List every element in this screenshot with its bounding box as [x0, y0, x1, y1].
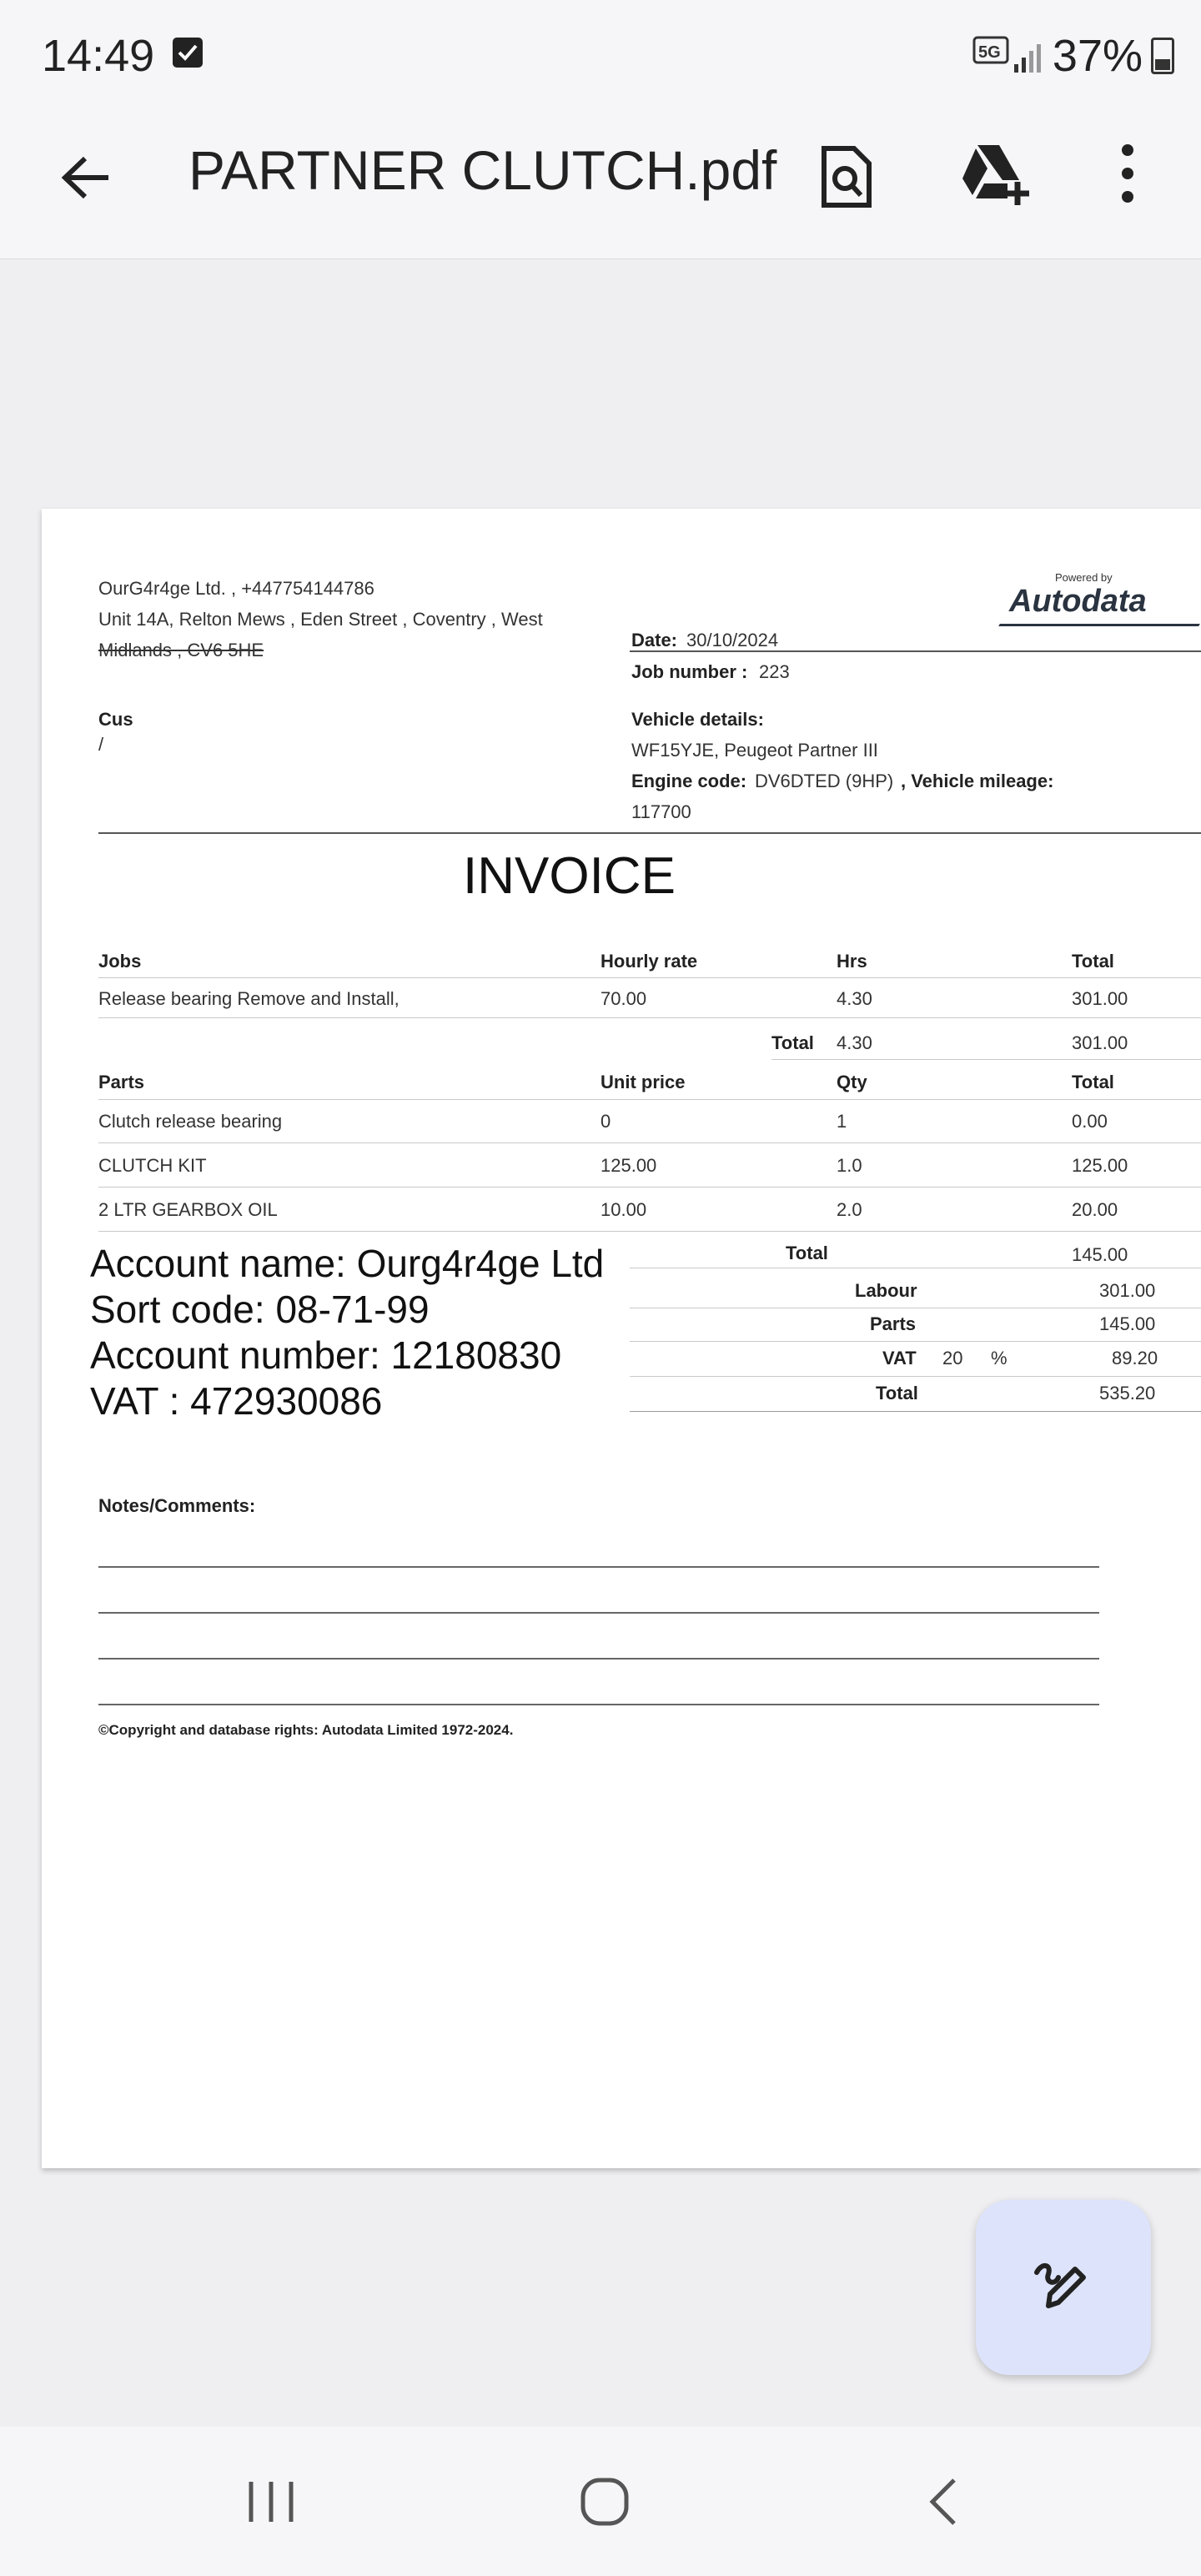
drive-add-icon[interactable]	[959, 140, 1034, 207]
account-name: Account name: Ourg4r4ge Ltd	[90, 1242, 605, 1285]
notes-line	[98, 1566, 1099, 1568]
notes-line	[98, 1612, 1099, 1614]
back-arrow-icon[interactable]	[57, 148, 115, 207]
logo-underline	[998, 624, 1200, 626]
summary-parts-label: Parts	[870, 1313, 917, 1334]
date-value: 30/10/2024	[686, 630, 779, 650]
sort-code: Sort code: 08-71-99	[90, 1288, 430, 1331]
part-unit-price: 0	[600, 1111, 611, 1132]
summary-total-value: 535.20	[1099, 1383, 1156, 1403]
row-rule	[98, 1142, 1201, 1143]
status-indicators	[972, 30, 1174, 82]
job-number-value: 223	[759, 661, 790, 682]
part-name: CLUTCH KIT	[98, 1155, 207, 1176]
jobs-total-hrs: 4.30	[837, 1032, 872, 1053]
status-time: 14:49	[42, 31, 155, 81]
part-unit-price: 125.00	[600, 1155, 657, 1176]
pdf-page	[42, 509, 1201, 2168]
garage-line-3: Midlands , CV6 5HE	[98, 640, 264, 660]
vehicle-label: Vehicle details:	[631, 709, 764, 730]
nav-back-icon[interactable]	[926, 2477, 959, 2527]
hrs-header: Hrs	[837, 951, 867, 972]
mileage-value: 117700	[631, 801, 691, 822]
row-rule	[98, 1231, 1201, 1232]
vehicle-value: WF15YJE, Peugeot Partner III	[631, 740, 878, 761]
edit-fab-button[interactable]	[976, 2200, 1151, 2375]
engine-label: Engine code:	[631, 771, 747, 791]
edit-pen-icon	[1030, 2254, 1097, 2321]
job-description: Release bearing Remove and Install,	[98, 988, 399, 1009]
engine-value: DV6DTED (9HP)	[755, 771, 894, 791]
account-number: Account number: 12180830	[90, 1333, 562, 1377]
document-title: PARTNER CLUTCH.pdf	[188, 139, 777, 201]
system-nav-bar	[0, 2427, 1201, 2576]
garage-line-1: OurG4r4ge Ltd. , +447754144786	[98, 578, 374, 599]
part-unit-price: 10.00	[600, 1199, 647, 1220]
jobs-total-value: 301.00	[1072, 1032, 1128, 1053]
hourly-rate-header: Hourly rate	[600, 951, 698, 972]
parts-total-header: Total	[1072, 1072, 1114, 1092]
network-5g-icon	[972, 36, 1044, 76]
logo-powered-by: Powered by	[1055, 571, 1113, 584]
section-rule	[98, 832, 1201, 834]
checkbox-notification-icon	[173, 38, 203, 68]
row-rule	[630, 1411, 1201, 1412]
summary-total-label: Total	[876, 1383, 918, 1403]
part-name: 2 LTR GEARBOX OIL	[98, 1199, 278, 1220]
more-vert-icon[interactable]	[1118, 142, 1138, 205]
row-rule	[98, 977, 1201, 978]
customer-mark: /	[98, 734, 104, 755]
job-total: 301.00	[1072, 988, 1128, 1009]
job-hrs: 4.30	[837, 988, 872, 1009]
notes-label: Notes/Comments:	[98, 1495, 256, 1516]
part-qty: 1.0	[837, 1155, 862, 1176]
vat-number: VAT : 472930086	[90, 1379, 383, 1423]
row-rule	[98, 1187, 1201, 1188]
summary-vat-percent: %	[991, 1348, 1008, 1368]
battery-percent: 37%	[1052, 31, 1143, 81]
parts-total-value: 145.00	[1072, 1244, 1128, 1265]
part-qty: 2.0	[837, 1199, 862, 1220]
part-total: 125.00	[1072, 1155, 1128, 1176]
unit-price-header: Unit price	[600, 1072, 686, 1092]
search-document-icon[interactable]	[817, 143, 876, 210]
summary-vat-value: 89.20	[1112, 1348, 1158, 1368]
summary-labour-value: 301.00	[1099, 1280, 1156, 1301]
jobs-total-label: Total	[771, 1032, 814, 1053]
summary-parts-value: 145.00	[1099, 1313, 1156, 1334]
copyright-text: ©Copyright and database rights: Autodata Limited 1972-2024.	[98, 1722, 514, 1738]
customer-label: Cus	[98, 709, 133, 730]
autodata-logo: Autodata	[1009, 584, 1147, 619]
part-qty: 1	[837, 1111, 847, 1132]
invoice-heading: INVOICE	[463, 847, 676, 905]
row-rule	[630, 1341, 1201, 1342]
row-rule	[98, 1099, 1201, 1100]
app-bar	[0, 108, 1201, 259]
jobs-header: Jobs	[98, 951, 142, 972]
parts-total-label: Total	[786, 1243, 828, 1263]
row-rule	[630, 1376, 1201, 1377]
qty-header: Qty	[837, 1072, 867, 1092]
jobs-total-header: Total	[1072, 951, 1114, 972]
part-total: 0.00	[1072, 1111, 1108, 1132]
row-rule	[98, 1017, 1201, 1018]
mileage-label: , Vehicle mileage:	[901, 771, 1054, 791]
notes-line	[98, 1704, 1099, 1705]
notes-line	[98, 1658, 1099, 1660]
part-name: Clutch release bearing	[98, 1111, 283, 1132]
status-bar	[0, 0, 1201, 108]
summary-vat-label: VAT	[882, 1348, 917, 1368]
svg-text:5G: 5G	[977, 43, 1001, 62]
summary-vat-rate: 20	[942, 1348, 963, 1368]
job-hourly-rate: 70.00	[600, 988, 647, 1009]
date-label: Date:	[631, 630, 678, 650]
home-icon[interactable]	[580, 2477, 630, 2527]
summary-labour-label: Labour	[855, 1280, 917, 1301]
row-rule	[771, 1059, 1201, 1060]
battery-icon	[1151, 38, 1174, 74]
garage-line-2: Unit 14A, Relton Mews , Eden Street , Coventry , West	[98, 609, 543, 630]
parts-header: Parts	[98, 1072, 145, 1092]
job-number-label: Job number :	[631, 661, 748, 682]
part-total: 20.00	[1072, 1199, 1118, 1220]
recents-icon[interactable]	[246, 2478, 296, 2525]
